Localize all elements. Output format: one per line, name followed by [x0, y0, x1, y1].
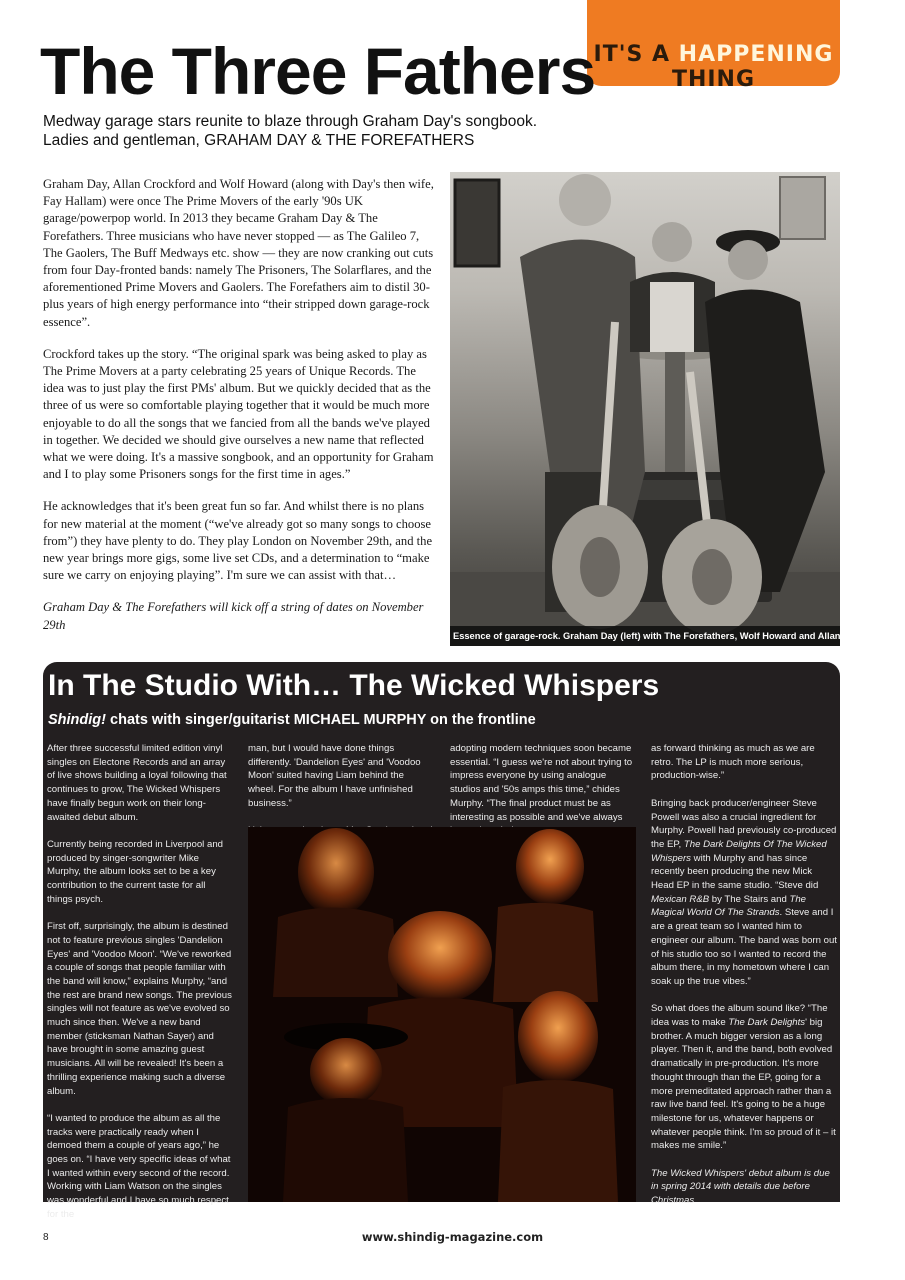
magazine-name: Shindig!	[48, 712, 106, 728]
standfirst-line-2: Ladies and gentleman, GRAHAM DAY & THE FOREFATHERS	[43, 132, 475, 149]
band-photo	[450, 172, 888, 646]
band-portrait-photo	[248, 827, 636, 1202]
column-paragraph: Bringing back producer/engineer Steve Powell was also a crucial ingredient for Murphy. Powell had previously co-produced the EP, The Dark Delights Of The Wicked Whispers with Murphy and has since recently been producing the new Mick Head EP in the same studio. “Steve did Mexican R&B by The Stairs and The Magical World Of The Strands. Steve and I are a great team so I wanted him to engineer our album. The band was born out of his studio too so I wanted to record the album there, in my hometown where I can soak up the true vibes.”	[651, 797, 837, 987]
studio-panel	[43, 662, 840, 1220]
panel-title: In The Studio With… The Wicked Whispers	[48, 669, 660, 702]
article-body	[43, 176, 435, 649]
article-headline: The Three Fathers	[40, 34, 596, 108]
photo-caption: Essence of garage-rock. Graham Day (left) with The Forefathers, Wolf Howard and Allan Crockford	[450, 626, 840, 646]
column-paragraph: as forward thinking as much as we are retro. The LP is much more serious, production-wise.”	[651, 743, 815, 782]
column-paragraph: adopting modern techniques soon became essential. “I guess we're not about trying to impress everyone by using analogue studios and '50s amps this time,” chides Murphy. “The final product must be as interesting as possible and we've always	[450, 743, 633, 823]
article-signoff: Graham Day & The Forefathers will kick off a string of dates on November 29th	[43, 600, 424, 632]
article-paragraph: He acknowledges that it's been great fun so far. And whilst there is no plans for new material at the moment (“we've already got so many songs to choose from”) they have plenty to do. They play London on November 29th, and the new year brings more gigs, some live set CDs, and a determination to “make sure we carry on enjoying playing”. I'm sure we can assist with that…	[43, 499, 433, 583]
column-paragraph: “I wanted to produce the album as all the tracks were practically ready when I demoed them a couple of years ago,” he goes on. “I have very specific ideas of what I wanted within every second of the record. Working with Liam Watson on the singles was wonderful and I have so much respect for the	[47, 1112, 231, 1220]
column-paragraph: Currently being recorded in Liverpool and produced by singer-songwriter Mike Murphy, the album looks set to be a key contribution to the current taste for all things psych.	[47, 838, 223, 905]
column-paragraph: After three successful limited edition vinyl singles on Electone Records and an array of live shows building a loyal following that continues to grow, The Wicked Whispers have finally begun work on their long-awaited debut album.	[47, 743, 227, 823]
column-1	[47, 742, 233, 1235]
band-photo-icon	[450, 172, 840, 646]
column-paragraph: man, but I would have done things differently. 'Dandelion Eyes' and 'Voodoo Moon' suited having Liam behind the wheel. For the album I have unfinished business.”	[248, 743, 421, 809]
magazine-url: www.shindig-magazine.com	[361, 1230, 544, 1244]
article-paragraph: Crockford takes up the story. “The original spark was being asked to play as The Prime Movers at a party celebrating 25 years of Unique Records. The idea was to just play the first PMs' album. But we quickly decided that as the three of us were so comfortable playing together that it would be much more enjoyable to do all the songs that we fancied from all the bands we've played in together. We decided we should give ourselves a new name that reflected what we were doing. It's a massive songbook, and an opportunity for Graham and I to play some Prisoners songs for the first time in ages.”	[43, 346, 434, 482]
panel-signoff: The Wicked Whispers' debut album is due in spring 2014 with details due before Christmas	[651, 1167, 830, 1207]
panel-subtitle	[48, 711, 536, 729]
article-standfirst	[43, 112, 583, 150]
column-4	[651, 742, 837, 1222]
standfirst-line-1: Medway garage stars reunite to blaze through Graham Day's songbook.	[43, 113, 538, 130]
column-paragraph: First off, surprisingly, the album is destined not to feature previous singles 'Dandelion Eyes' and 'Voodoo Moon'. “We've reworked a couple of songs that people familiar with the band will know,” explains Murphy, “and the rest are brand new songs. The previous singles will not feature as we've evolved so much since then. We've a new band member (sticksman Nathan Sayer) and have brought in some amazing guest musicians. All will be revealed! It's been a thrilling experience making such a diverse album.	[47, 921, 232, 1097]
column-paragraph: So what does the album sound like? “The idea was to make The Dark Delights' big brother. A much bigger version as a long player. Then it, and the band, both evolved dramatically in pre-production. It's more thought through than the EP, going for a more premeditated approach rather than a raw live band feel. It's going to be a huge milestone for us, whatever happens or whatever people think. I'm so proud of it – it makes me smile.”	[651, 1003, 836, 1152]
section-tag	[587, 0, 840, 92]
page-number: 8	[43, 1232, 49, 1243]
section-tag-text: IT'S A HAPPENING THING	[593, 42, 834, 92]
band-portrait-photo-icon	[248, 827, 636, 1202]
panel-subtitle-text: chats with singer/guitarist MICHAEL MURPHY on the frontline	[106, 712, 536, 728]
article-paragraph: Graham Day, Allan Crockford and Wolf Howard (along with Day's then wife, Fay Hallam) were once The Prime Movers of the early '90s UK garage/powerpop world. In 2013 they became Graham Day & The Forefathers. Three musicians who have never stopped — as The Galileo 7, The Gaolers, The Buff Medways etc. show — they are now cranking out cuts from four Day-fronted bands: namely The Prisoners, The Solarflares, and the aforementioned Prime Movers and Gaolers. The Forefathers aim to distil 30-plus years of high energy performance into “their stripped down garage-rock essence”.	[43, 177, 434, 329]
